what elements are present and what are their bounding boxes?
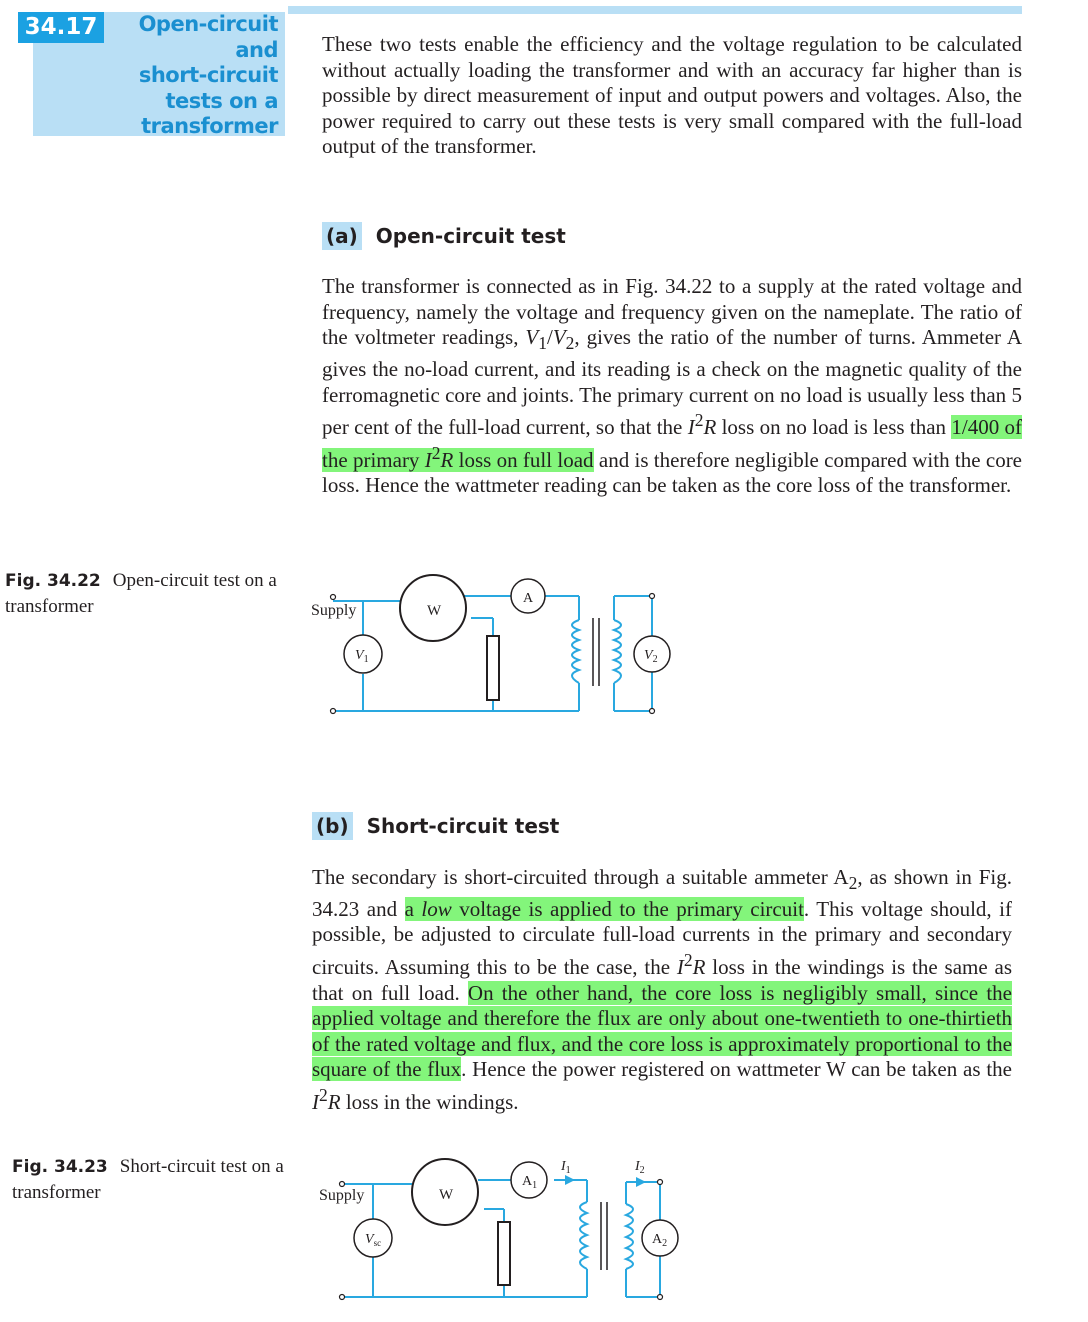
a1-sub: 1 [532, 1180, 538, 1191]
text-run: , gives the ratio of the number of turns. Ammeter A gives the no-load current, and its reading is a check on the magnetic quality of the ferromagnetic core and joints. The primary current on no load is usually less than 5 per cent of the full-load current, so that the [322, 325, 1022, 440]
secondary-winding [626, 1204, 633, 1269]
symbol-r: R [703, 415, 717, 440]
terminal [658, 1295, 663, 1300]
figure-caption-34-22 [5, 568, 295, 620]
a2-sub: 2 [662, 1238, 668, 1249]
short-circuit-diagram [310, 1152, 690, 1312]
subsection-title: Short-circuit test [366, 814, 560, 838]
text-run: 1/400 of the primary [322, 415, 1023, 472]
symbol-i: I [424, 447, 432, 472]
primary-winding [572, 620, 579, 683]
supply-label: Supply [311, 602, 357, 619]
superscript: 2 [319, 1084, 328, 1105]
resistor [487, 636, 499, 700]
text-run: loss in the windings is the same as that on full load. [312, 954, 1012, 1005]
intro-paragraph: These two tests enable the efficiency and the voltage regulation to be calculated without actually loading the transformer and with an accuracy far higher than is possible by direct measurement of input and output powers and voltages. Also, the power required to carry out these tests is very small compared with the full-load output of the transformer. [322, 32, 1022, 159]
terminal [340, 1295, 345, 1300]
terminal [331, 709, 336, 714]
v2-symbol: V [644, 648, 653, 663]
i1-label [560, 1159, 571, 1176]
text-run: loss on no load is less than [716, 415, 952, 440]
subscript: 1 [538, 333, 547, 354]
short-circuit-paragraph [312, 865, 1012, 1116]
text-run: The transformer is connected as in Fig. 34.22 to a supply at the rated voltage and frequency, namely the voltage and frequency given on the nameplate. The ratio of the voltmeter readings, [322, 274, 1022, 350]
i2-symbol: I [635, 1159, 640, 1174]
symbol-r: R [327, 1089, 341, 1114]
terminal [340, 1182, 345, 1187]
top-rule [288, 6, 1022, 14]
section-title-line: transformer [141, 114, 278, 138]
text-run: loss in the windings. [340, 1089, 519, 1114]
symbol-i: I [676, 954, 684, 979]
symbol-r: R [440, 447, 454, 472]
a2-symbol: A [652, 1232, 663, 1247]
symbol-v: V [552, 325, 566, 350]
superscript: 2 [431, 442, 441, 463]
i2-label [634, 1159, 645, 1176]
subsection-label: (b) [312, 812, 353, 840]
text-run: and is therefore negligible compared with the core loss. Hence the wattmeter reading can be taken as the core loss of the transformer. [322, 447, 1023, 498]
text-run: / [547, 325, 553, 350]
symbol-i: I [312, 1089, 319, 1114]
section-title-line: short-circuit [138, 63, 278, 87]
subsection-label: (a) [322, 222, 362, 250]
subsection-title: Open-circuit test [375, 224, 566, 248]
terminal [658, 1180, 663, 1185]
superscript: 2 [683, 949, 693, 970]
secondary-winding [614, 620, 621, 683]
v1-sub: 1 [363, 654, 369, 665]
vsc-symbol: V [365, 1232, 374, 1247]
subscript: 2 [848, 873, 858, 894]
figure-caption-text: Open-circuit test on a transformer [5, 570, 277, 617]
i2-sub: 2 [639, 1165, 645, 1176]
symbol-v: V [525, 325, 539, 350]
terminal [650, 594, 655, 599]
figure-caption-text: Short-circuit test on a transformer [12, 1156, 284, 1203]
current-arrow-i2 [636, 1177, 646, 1187]
wattmeter-label: W [427, 603, 442, 619]
highlight: On the other hand, the core loss is negligibly small, since the applied voltage and therefore the flux are only about one-twentieth to one-thirtieth of the rated voltage and flux, and the core loss is approximately proportional to the square of the flux [312, 980, 1012, 1082]
text-run: loss on full load [453, 447, 594, 472]
a1-symbol: A [522, 1174, 533, 1189]
text-run: a [404, 896, 422, 921]
superscript: 2 [694, 410, 704, 431]
highlight [405, 897, 804, 921]
figure-number: Fig. 34.22 [5, 571, 101, 591]
symbol-i: I [687, 415, 695, 440]
text-run: The secondary is short-circuited through a suitable ammeter A [312, 865, 849, 889]
emphasis: low [421, 896, 452, 921]
section-title [108, 12, 278, 140]
supply-label: Supply [319, 1187, 365, 1204]
resistor [498, 1222, 510, 1285]
i1-sub: 1 [565, 1165, 571, 1176]
open-circuit-heading [322, 223, 566, 249]
v1-symbol: V [355, 648, 364, 663]
current-arrow-i1 [565, 1175, 575, 1185]
wattmeter-label: W [439, 1187, 454, 1203]
ammeter-label: A [523, 591, 534, 606]
short-circuit-heading [312, 813, 559, 839]
text-run: . This voltage should, if possible, be adjusted to circulate full-load currents in the primary and secondary circuits. Assuming this to be the case, the [312, 896, 1012, 979]
section-number: 34.17 [18, 12, 104, 43]
subscript: 2 [565, 333, 575, 354]
figure-number: Fig. 34.23 [12, 1157, 108, 1177]
text-run: voltage is applied to the primary circuit [451, 896, 804, 921]
primary-winding [580, 1202, 587, 1269]
text-run: . Hence the power registered on wattmeter W can be taken as the [461, 1057, 1012, 1082]
section-title-line: Open-circuit and [138, 12, 278, 62]
terminal [331, 595, 336, 600]
v2-sub: 2 [652, 654, 658, 665]
open-circuit-diagram [300, 570, 680, 720]
figure-caption-34-23 [12, 1154, 302, 1206]
i1-symbol: I [561, 1159, 566, 1174]
text-run: , as shown in Fig. 34.23 and [312, 865, 1013, 921]
terminal [650, 709, 655, 714]
section-title-line: tests on a [165, 88, 278, 113]
vsc-sub: sc [373, 1238, 382, 1248]
symbol-r: R [692, 954, 706, 979]
open-circuit-paragraph [322, 274, 1022, 499]
